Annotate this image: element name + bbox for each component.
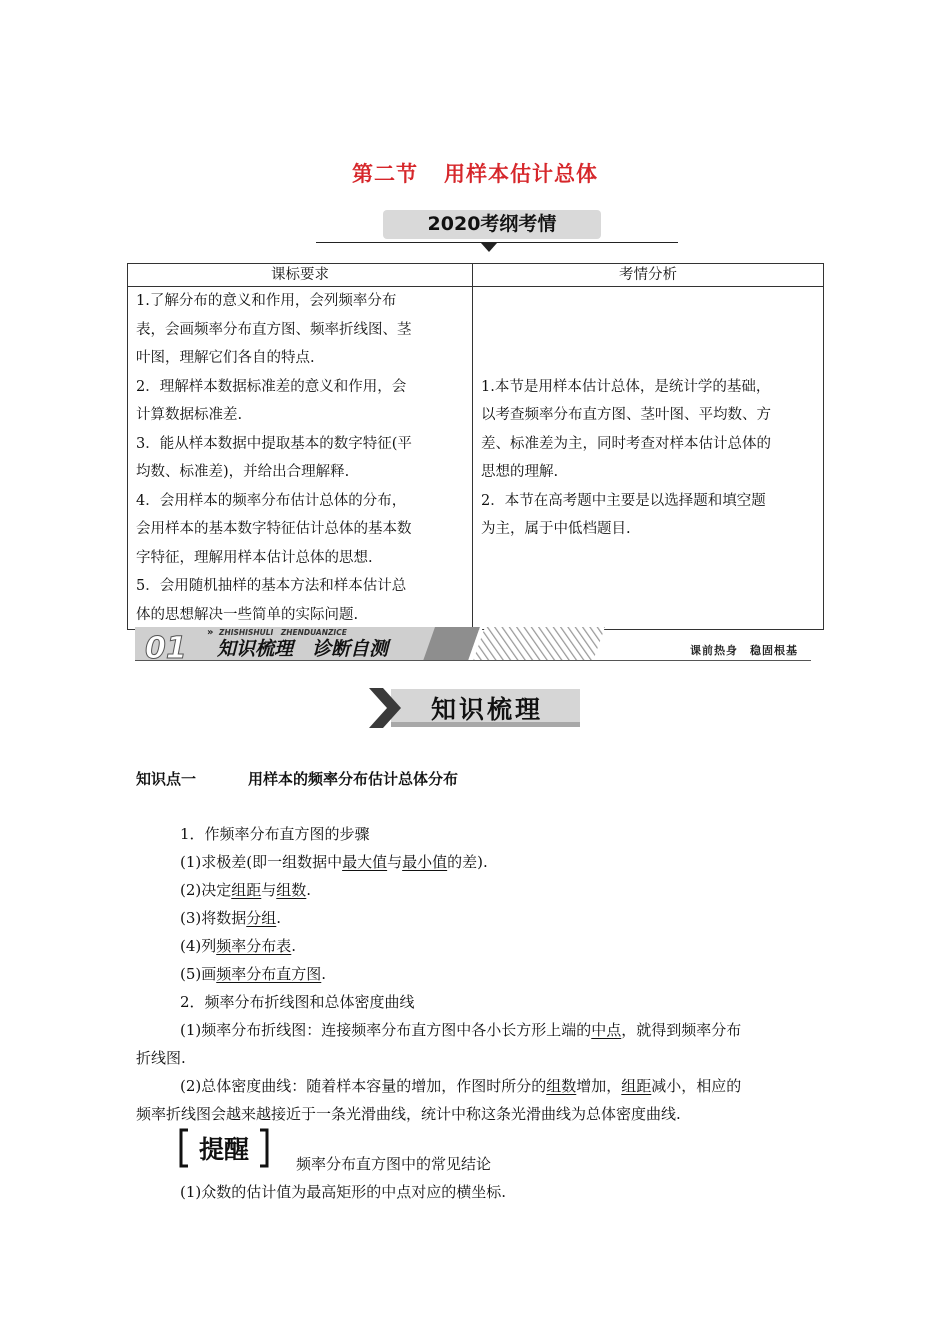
req-line: 均数、标准差)，并给出合理解释. [136,464,350,480]
banner-heading: 知识梳理 诊断自测 [217,638,389,660]
content-line: (1)求极差(即一组数据中最大值与最小值的差). [180,853,488,871]
page-title: 第二节 用样本估计总体 [352,162,598,186]
analysis-line: 1.本节是用样本估计总体，是统计学的基础， [481,378,771,395]
req-line: 体的思想解决一些简单的实际问题. [136,606,359,623]
content-line: (3)将数据分组. [180,909,282,927]
analysis-line: 思想的理解. [481,464,559,480]
reminder-line: (1)众数的估计值为最高矩形的中点对应的横坐标. [180,1183,507,1201]
analysis-line: 差、标准差为主，同时考查对样本估计总体的 [481,435,771,452]
content-line: (1)频率分布折线图：连接频率分布直方图中各小长方形上端的中点，就得到频率分布 [180,1021,742,1039]
req-line: 2．理解样本数据标准差的意义和作用，会 [136,378,407,395]
req-line: 5．会用随机抽样的基本方法和样本估计总 [136,578,407,594]
req-line: 字特征，理解用样本估计总体的思想. [136,549,373,566]
content-line: 折线图. [136,1049,186,1067]
banner-arrows-icon: » [207,627,214,638]
content-line: (2)决定组距与组数. [180,881,312,899]
reminder-label: 提醒 [198,1135,250,1164]
req-line: 计算数据标准差. [136,407,243,423]
content-line: 2．频率分布折线图和总体密度曲线 [180,993,415,1011]
section-label: 知识梳理 [430,695,544,724]
banner-right-text: 课前热身 稳固根基 [690,644,798,657]
req-line: 1.了解分布的意义和作用，会列频率分布 [136,293,397,309]
req-line: 会用样本的基本数字特征估计总体的基本数 [136,521,412,537]
banner-number: 01 [145,631,187,661]
req-line: 叶图，理解它们各自的特点. [136,350,315,366]
analysis-line: 2．本节在高考题中主要是以选择题和填空题 [481,492,766,509]
reminder-caption: 频率分布直方图中的常见结论 [296,1155,492,1173]
table-header-analysis: 考情分析 [473,264,824,287]
req-line: 表，会画频率分布直方图、频率折线图、茎 [136,321,412,338]
content-line: (5)画频率分布直方图. [180,965,327,983]
knowledge-point-heading: 用样本的频率分布估计总体分布 [248,770,459,788]
content-line: 频率折线图会越来越接近于一条光滑曲线，统计中称这条光滑曲线为总体密度曲线. [136,1105,681,1123]
table-header-requirements: 课标要求 [128,264,473,287]
analysis-line: 以考查频率分布直方图、茎叶图、平均数、方 [481,407,771,423]
content-line: (2)总体密度曲线：随着样本容量的增加，作图时所分的组数增加，组距减小，相应的 [180,1077,742,1095]
analysis-line: 为主，属于中低档题目. [481,521,631,537]
req-line: 3．能从样本数据中提取基本的数字特征(平 [136,435,412,452]
req-line: 4．会用样本的频率分布估计总体的分布， [136,492,407,509]
reminder-badge [178,1127,270,1169]
content-line: 1．作频率分布直方图的步骤 [180,825,370,843]
banner-pinyin: ZHISHISHULI ZHENDUANZICE [219,628,347,637]
content-line: (4)列频率分布表. [180,937,297,955]
kaogang-label: 2020考纲考情 [383,210,601,239]
knowledge-point-label: 知识点一 [136,770,197,788]
